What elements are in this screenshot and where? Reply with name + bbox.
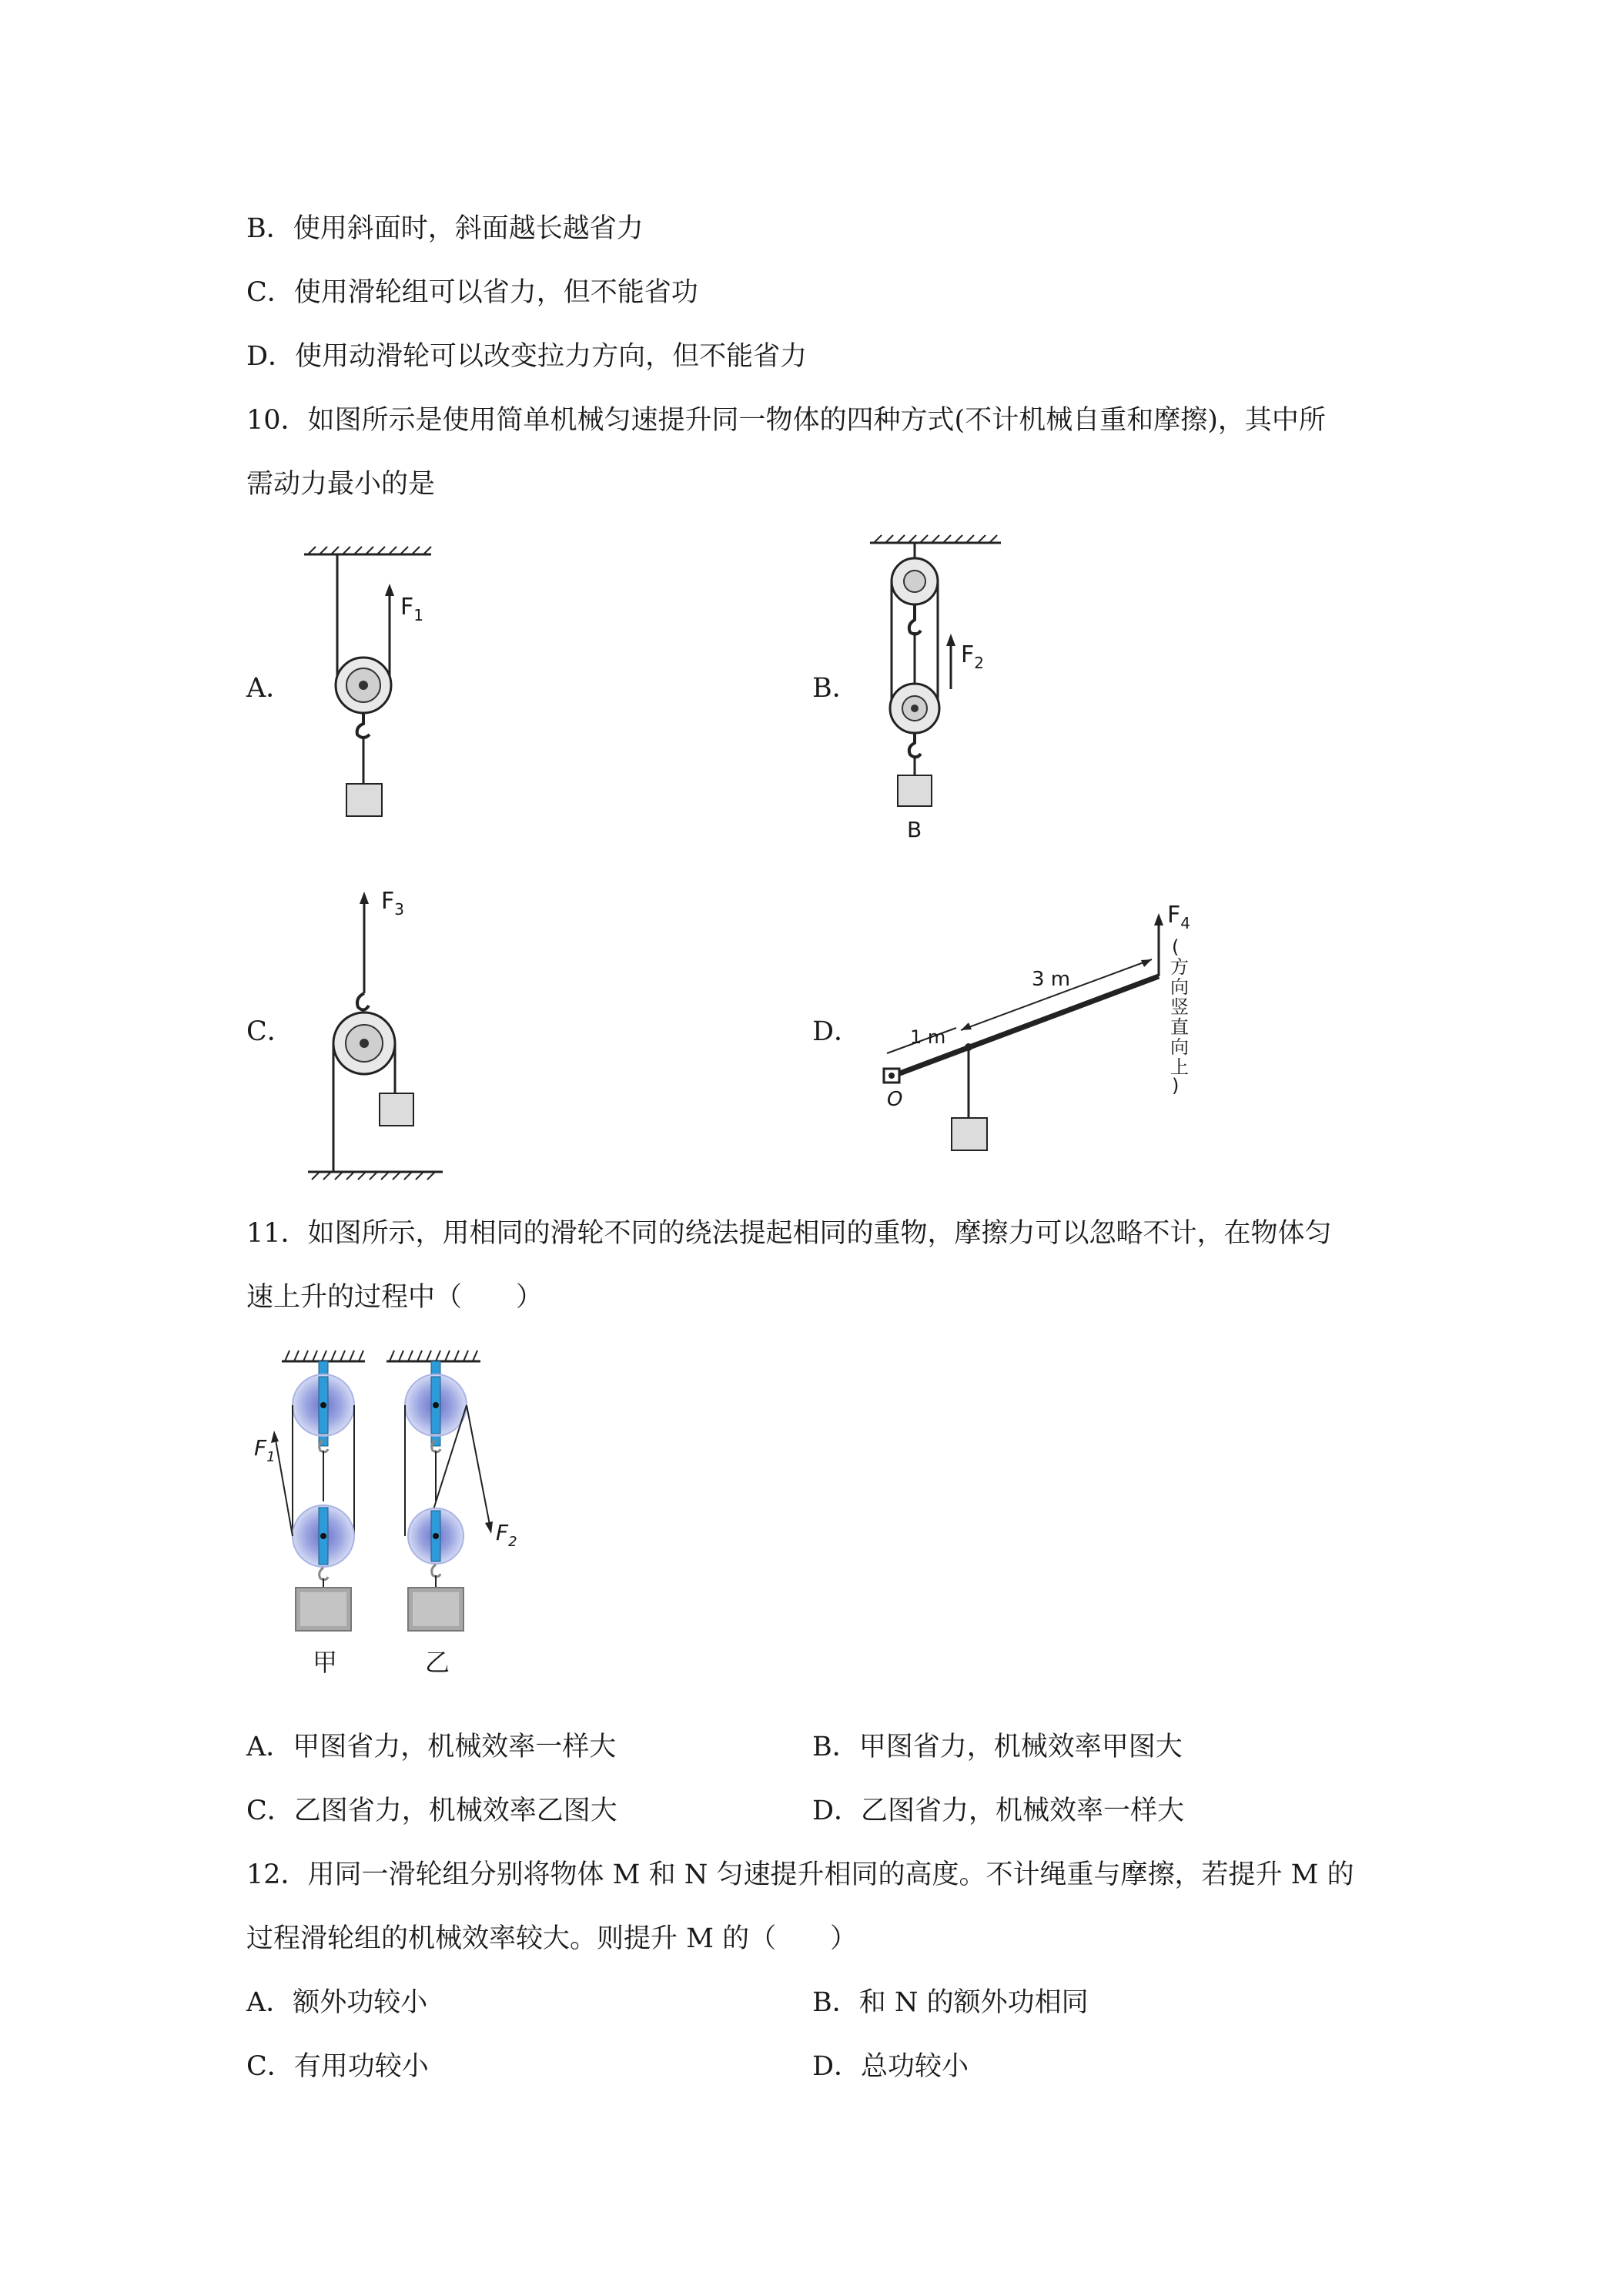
q10-figure-d [870, 893, 1209, 1170]
q10-fig-d-dist-short: 1 m [910, 1026, 946, 1048]
q10-fig-b-force-label: $F_2$ [961, 641, 984, 672]
q10-figure-c [296, 878, 481, 1186]
q11-caption-left: 甲 [313, 1648, 338, 1677]
q12-option-a: A．额外功较小 [246, 1987, 428, 2018]
q9-option-d: D．使用动滑轮可以改变拉力方向，但不能省力 [246, 341, 808, 372]
q10-fig-d-dir-3: 竖 [1170, 996, 1189, 1018]
q10-fig-d-dir-5: 向 [1170, 1036, 1189, 1058]
q11-option-b: B．甲图省力，机械效率甲图大 [812, 1732, 1183, 1762]
q12-option-b: B．和 N 的额外功相同 [812, 1987, 1089, 2018]
q10-label-d: D． [812, 1016, 862, 1047]
q11-option-d: D．乙图省力，机械效率一样大 [812, 1796, 1185, 1826]
q11-force2-label: $F_2$ [496, 1520, 517, 1550]
q10-label-c: C． [246, 1016, 294, 1047]
q11-caption-right: 乙 [425, 1648, 450, 1677]
q10-fig-d-pivot-label: O [887, 1088, 903, 1111]
q10-fig-b-block-label: B [907, 817, 922, 842]
q10-figure-b [855, 535, 1039, 858]
q11-force1-label: $F_1$ [254, 1435, 276, 1465]
q10-label-a: A． [246, 673, 293, 704]
q11-option-a: A．甲图省力，机械效率一样大 [246, 1732, 617, 1762]
q10-fig-d-dir-6: 上 [1170, 1056, 1189, 1078]
q12-stem-line1: 12．用同一滑轮组分别将物体 M 和 N 匀速提升相同的高度。不计绳重与摩擦，若提升 M 的 [246, 1859, 1354, 1890]
q10-fig-d-force-label: $F_4$ [1167, 902, 1190, 932]
q10-fig-d-dist-long: 3 m [1032, 968, 1071, 991]
q10-fig-d-dir-4: 直 [1170, 1016, 1189, 1038]
q9-option-c: C．使用滑轮组可以省力，但不能省功 [246, 277, 698, 308]
q9-option-b: B．使用斜面时，斜面越长越省力 [246, 213, 644, 244]
q10-stem-line1: 10．如图所示是使用简单机械匀速提升同一物体的四种方式(不计机械自重和摩擦)，其中所 [246, 405, 1326, 436]
q11-option-c: C．乙图省力，机械效率乙图大 [246, 1796, 617, 1826]
q10-fig-d-dir-2: 向 [1170, 976, 1189, 998]
q11-stem-line1: 11．如图所示，用相同的滑轮不同的绕法提起相同的重物，摩擦力可以忽略不计，在物体匀 [246, 1218, 1332, 1249]
q12-option-d: D．总功较小 [812, 2051, 969, 2082]
q11-stem-line2: 速上升的过程中（ ） [246, 1282, 544, 1313]
q12-option-c: C．有用功较小 [246, 2051, 429, 2082]
q10-fig-d-dir-1: 方 [1170, 956, 1189, 978]
q10-label-b: B． [812, 673, 859, 704]
q12-stem-line2: 过程滑轮组的机械效率较大。则提升 M 的（ ） [246, 1923, 858, 1954]
q10-figure-a [293, 539, 477, 832]
q10-fig-c-force-label: $F_3$ [381, 888, 404, 919]
q11-figure [246, 1340, 539, 1694]
q10-fig-a-force-label: $F_1$ [400, 594, 423, 624]
q10-fig-d-dir-0: ( [1172, 936, 1180, 958]
q10-fig-d-dir-7: ) [1172, 1075, 1180, 1096]
q10-stem-line2: 需动力最小的是 [246, 469, 436, 500]
